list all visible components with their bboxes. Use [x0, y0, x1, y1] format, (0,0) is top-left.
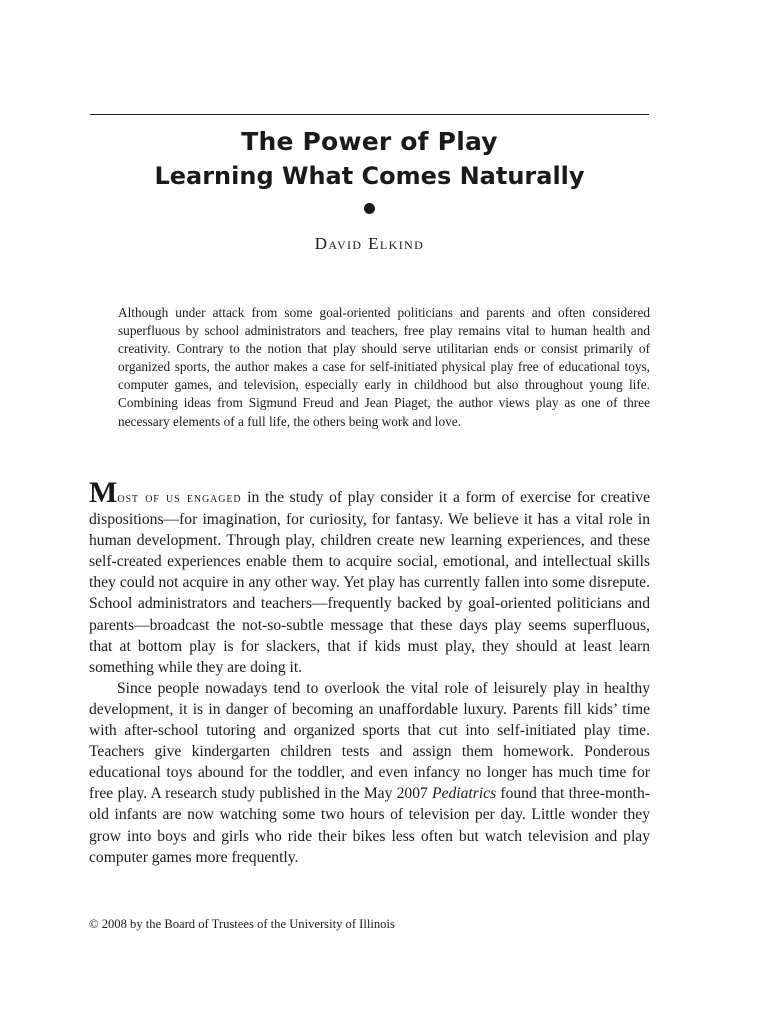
- paragraph-1-text: in the study of play consider it a form of exercise for creative dispositions—for imagination, for curiosity, for fantasy. We believe it has a vital role in human development. Through play, children create new learning experiences, and these self-created experiences enable them to acquire social, emotional, and intellectual skills they could not acquire in any other way. Yet play has currently fallen into some disrepute. School administrators and teachers—frequently backed by goal-oriented politicians and parents—broadcast the not-so-subtle message that these days play seems superfluous, that at bottom play is for slackers, that if kids must play, they should at least learn something while they are doing it.: [89, 489, 650, 676]
- drop-cap: M: [89, 476, 118, 509]
- copyright-notice: © 2008 by the Board of Trustees of the University of Illinois: [89, 917, 395, 931]
- article-body: [89, 476, 650, 868]
- top-rule: [90, 114, 649, 115]
- paragraph-2-text-b: found that three-month-old infants are now watching some two hours of television per day. Little wonder they grow into boys and girls who ride their bikes less often but watch television and play computer games more frequently.: [89, 785, 650, 866]
- journal-name: Pediatrics: [432, 785, 497, 803]
- article-subtitle: Learning What Comes Naturally: [154, 162, 585, 190]
- lead-in-smallcaps: ost of us engaged: [117, 490, 242, 506]
- paragraph-2: [89, 678, 650, 868]
- author-name: David Elkind: [314, 234, 425, 253]
- abstract: Although under attack from some goal-oriented politicians and parents and often considered superfluous by school administrators and teachers, free play remains vital to human health and creativity. Contrary to the notion that play should serve utilitarian ends or consist primarily of organized sports, the author makes a case for self-initiated physical play free of educational toys, computer games, and television, especially early in childhood but also throughout young life. Combining ideas from Sigmund Freud and Jean Piaget, the author views play as one of three necessary elements of a full life, the others being work and love.: [118, 305, 650, 429]
- paragraph-1: [89, 476, 650, 678]
- article-title: The Power of Play: [241, 127, 498, 156]
- paragraph-2-text-a: Since people nowadays tend to overlook the vital role of leisurely play in healthy development, it is in danger of becoming an unaffordable luxury. Parents fill kids’ time with after-school tutoring and organized sports that cut into self-initiated play time. Teachers give kindergarten children tests and assign them homework. Ponderous educational toys abound for the toddler, and even infancy no longer has much time for free play. A research study published in the May 2007: [89, 679, 650, 803]
- bullet-ornament-icon: [364, 203, 375, 214]
